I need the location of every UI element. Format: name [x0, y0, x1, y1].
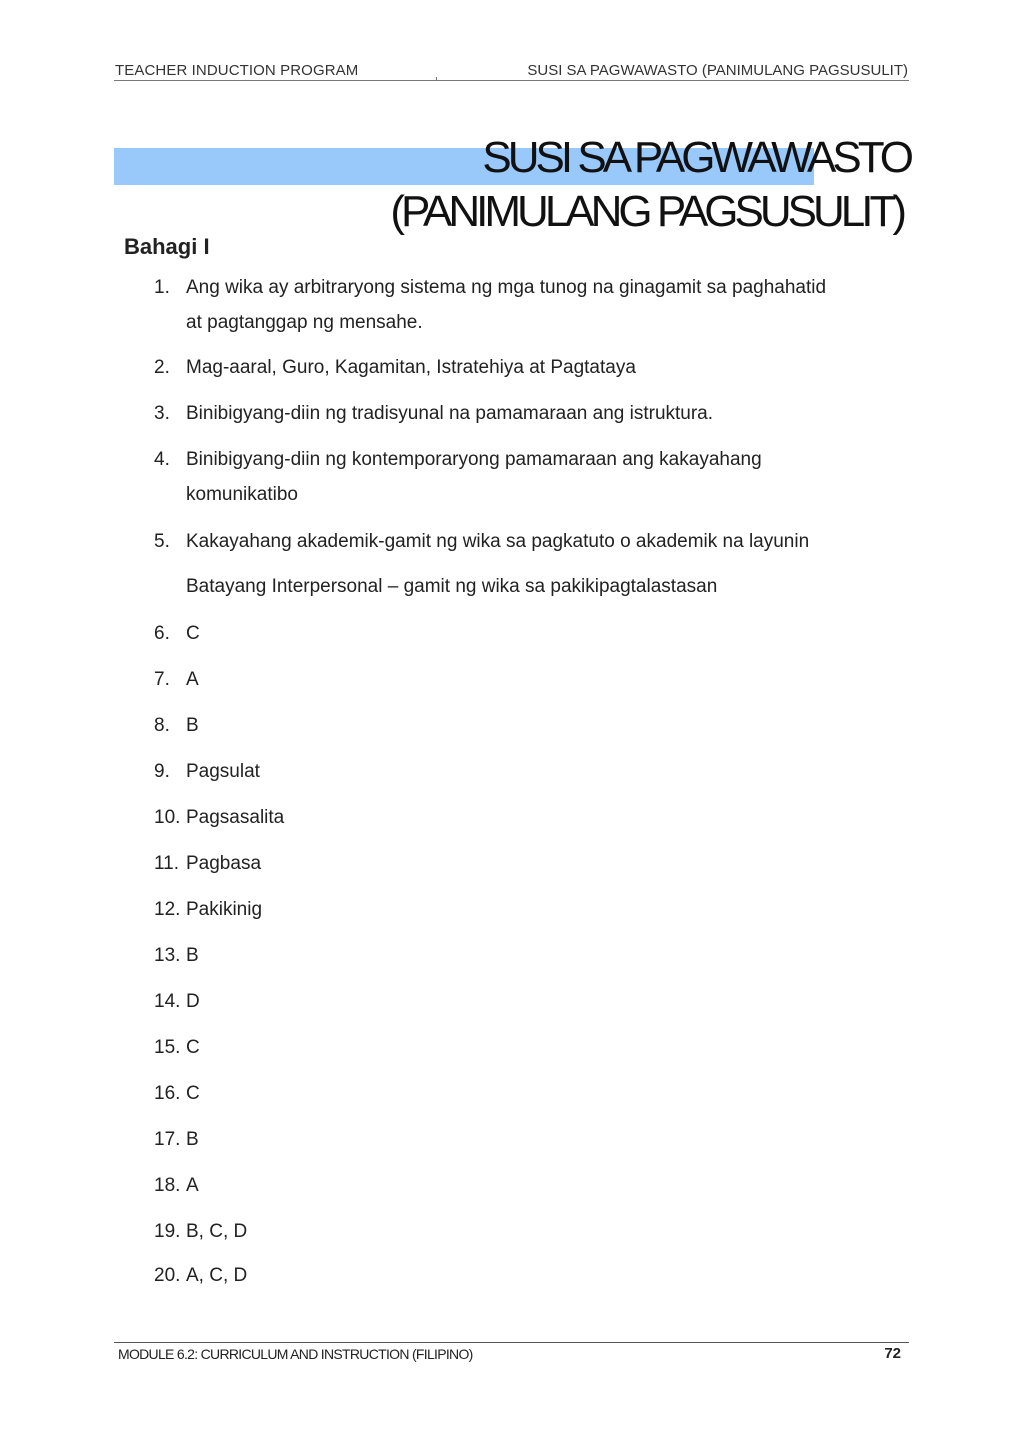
answer-text: C: [186, 1037, 200, 1058]
header-document-title: SUSI SA PAGWAWASTO (PANIMULANG PAGSUSULIT): [527, 62, 908, 79]
answer-number: 10.: [154, 807, 181, 828]
answer-number: 13.: [154, 945, 181, 966]
answer-text: B: [186, 945, 199, 966]
answer-text: at pagtanggap ng mensahe.: [186, 312, 423, 333]
answer-number: 7.: [154, 669, 170, 690]
answer-number: 3.: [154, 403, 170, 424]
answer-number: 16.: [154, 1083, 181, 1104]
answer-text: Batayang Interpersonal – gamit ng wika sa pakikipagtalastasan: [186, 576, 718, 597]
answer-text: Pagsulat: [186, 761, 260, 782]
answer-text: Binibigyang-diin ng kontemporaryong pamamaraan ang kakayahang: [186, 449, 762, 470]
answer-text: komunikatibo: [186, 484, 298, 505]
answer-text: C: [186, 623, 200, 644]
answer-number: 20.: [154, 1265, 181, 1286]
page-number: 72: [884, 1345, 901, 1362]
answer-number: 15.: [154, 1037, 181, 1058]
page-title-line-1: SUSI SA PAGWAWASTO: [482, 133, 910, 182]
answer-number: 11.: [154, 853, 180, 874]
answer-text: Mag-aaral, Guro, Kagamitan, Istratehiya at Pagtataya: [186, 357, 636, 378]
answer-text: Kakayahang akademik-gamit ng wika sa pagkatuto o akademik na layunin: [186, 531, 810, 552]
answer-text: B: [186, 715, 199, 736]
answer-number: 17.: [154, 1129, 181, 1150]
answer-text: A: [186, 1175, 199, 1196]
answer-text: Pagbasa: [186, 853, 262, 874]
header-divider-tick: [436, 77, 437, 81]
answer-text: Ang wika ay arbitraryong sistema ng mga tunog na ginagamit sa paghahatid: [186, 277, 827, 298]
answer-text: Pakikinig: [186, 899, 263, 920]
answer-number: 8.: [154, 715, 170, 736]
footer-module-name: MODULE 6.2: CURRICULUM AND INSTRUCTION (FILIPINO): [118, 1346, 473, 1362]
answer-number: 4.: [154, 449, 170, 470]
answer-text: Binibigyang-diin ng tradisyunal na pamamaraan ang istruktura.: [186, 403, 714, 424]
answer-text: C: [186, 1083, 200, 1104]
footer-divider: [114, 1342, 909, 1343]
header-divider: [114, 80, 909, 81]
answer-number: 19.: [154, 1221, 181, 1242]
answer-text: A, C, D: [186, 1265, 248, 1286]
answer-number: 1.: [154, 277, 170, 298]
answer-number: 9.: [154, 761, 170, 782]
answer-text: B: [186, 1129, 199, 1150]
answer-number: 12.: [154, 899, 181, 920]
page-title-line-2: (PANIMULANG PAGSUSULIT): [390, 187, 903, 236]
section-heading: Bahagi I: [124, 234, 210, 259]
answer-number: 14.: [154, 991, 181, 1012]
answer-text: Pagsasalita: [186, 807, 285, 828]
answer-number: 5.: [154, 531, 170, 552]
answer-number: 2.: [154, 357, 170, 378]
answer-text: B, C, D: [186, 1221, 248, 1242]
answer-text: A: [186, 669, 199, 690]
answer-text: D: [186, 991, 200, 1012]
answer-number: 18.: [154, 1175, 181, 1196]
answer-number: 6.: [154, 623, 170, 644]
header-program-name: TEACHER INDUCTION PROGRAM: [115, 62, 359, 79]
